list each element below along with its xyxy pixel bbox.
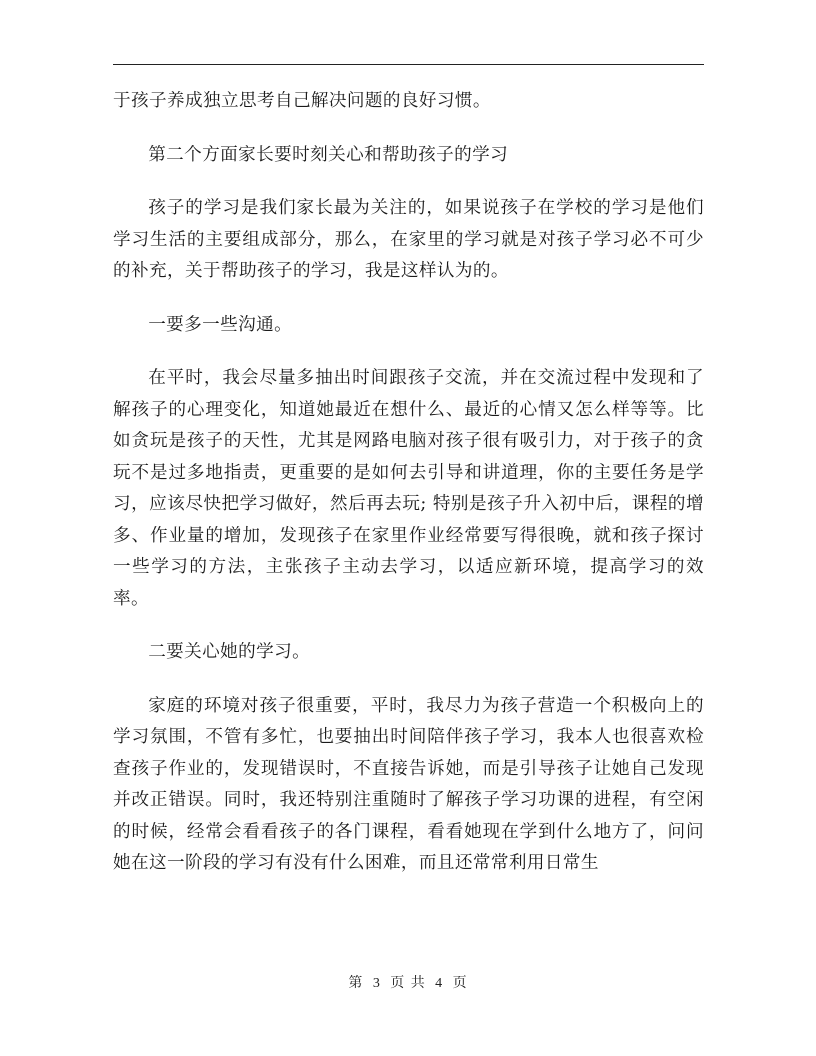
footer-suffix: 页 xyxy=(452,975,468,991)
page-footer xyxy=(0,972,816,992)
footer-middle: 页 共 xyxy=(390,975,426,991)
paragraph: 在平时，我会尽量多抽出时间跟孩子交流，并在交流过程中发现和了解孩子的心理变化，知道她最近在想什么、最近的心情又怎么样等等。比如贪玩是孩子的天性，尤其是网路电脑对孩子很有吸引力，对于孩子的贪玩不是过多地指责，更重要的是如何去引导和讲道理，你的主要任务是学习，应该尽快把学习做好，然后再去玩; 特别是孩子升入初中后，课程的增多、作业量的增加，发现孩子在家里作业经常要写得很晚，就和孩子探讨一些学习的方法，主张孩子主动去学习，以适应新环境，提高学习的效率。 xyxy=(113,368,704,609)
total-pages-number: 4 xyxy=(435,976,444,991)
paragraph: 家庭的环境对孩子很重要，平时，我尽力为孩子营造一个积极向上的学习氛围，不管有多忙，也要抽出时间陪伴孩子学习，我本人也很喜欢检查孩子作业的，发现错误时，不直接告诉她，而是引导孩子让她自己发现并改正错误。同时，我还特别注重随时了解孩子学习功课的进程，有空闲的时候，经常会看看孩子的各门课程，看看她现在学到什么地方了，问问她在这一阶段的学习有没有什么困难，而且还常常利用日常生 xyxy=(113,695,704,873)
subheading: 一要多一些沟通。 xyxy=(148,314,293,335)
footer-prefix: 第 xyxy=(348,975,364,991)
paragraph: 于孩子养成独立思考自己解决问题的良好习惯。 xyxy=(113,91,491,111)
subheading: 二要关心她的学习。 xyxy=(148,642,311,662)
section-heading: 第二个方面家长要时刻关心和帮助孩子的学习 xyxy=(148,144,509,165)
current-page-number: 3 xyxy=(372,976,381,991)
header-rule xyxy=(113,64,704,65)
document-body xyxy=(113,86,704,880)
paragraph: 孩子的学习是我们家长最为关注的，如果说孩子在学校的学习是他们学习生活的主要组成部分，那么，在家里的学习就是对孩子学习必不可少的补充，关于帮助孩子的学习，我是这样认为的。 xyxy=(113,198,704,281)
